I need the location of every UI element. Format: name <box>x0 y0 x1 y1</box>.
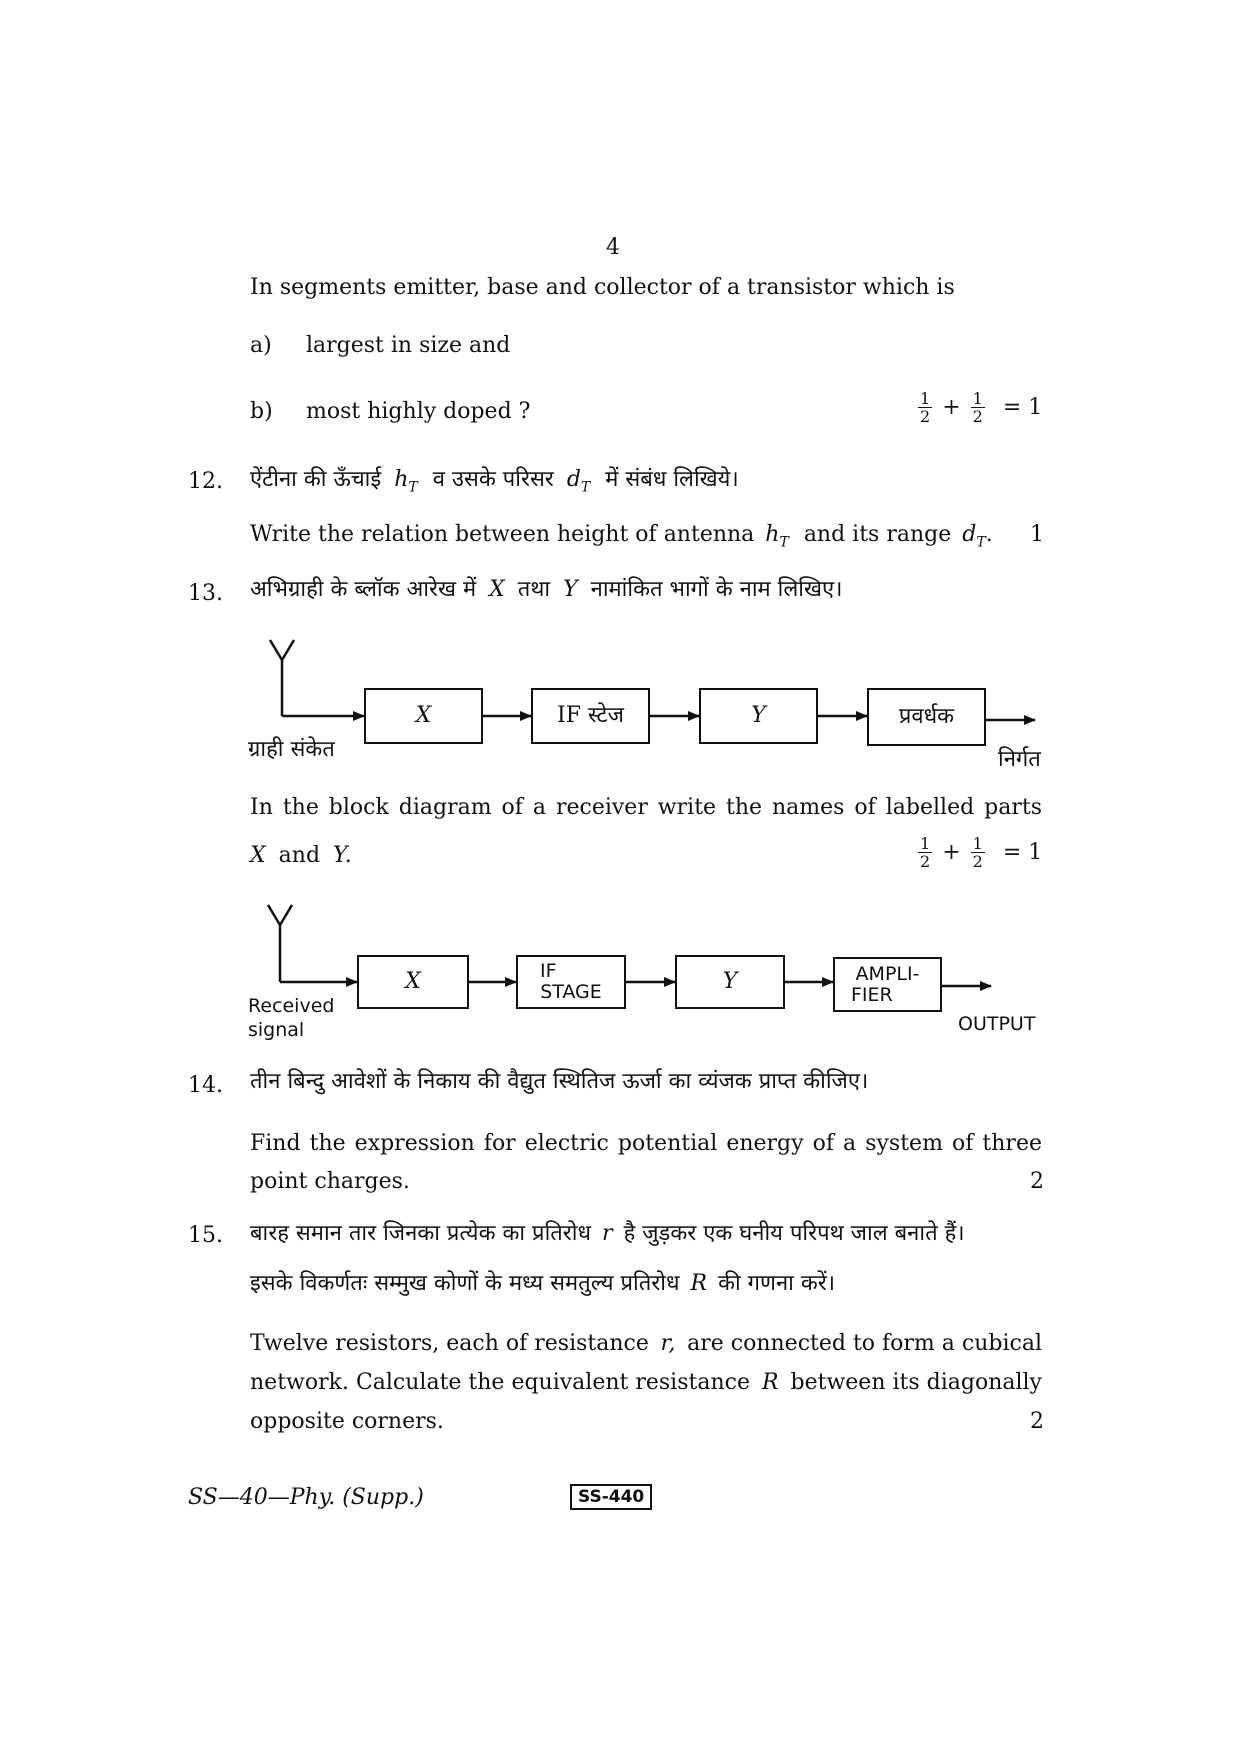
q12-marks: 1 <box>1030 522 1044 547</box>
q14-english-line1: Find the expression for electric potential energy of a system of three <box>250 1131 1042 1156</box>
q13-hindi: अभिग्राही के ब्लॉक आरेख में X तथा Y नामांकित भागों के नाम लिखिए। <box>250 577 843 602</box>
q13-number: 13. <box>188 581 223 606</box>
input-label-english: Received signal <box>248 995 335 1041</box>
block-y-hindi: Y <box>699 688 818 744</box>
block-y-english: Y <box>675 955 785 1009</box>
antenna-icon <box>270 640 294 716</box>
block-if-stage-hindi: IF स्टेज <box>531 688 650 744</box>
q12-english: Write the relation between height of antenna $h_T$ and its range $d_T$. <box>250 522 993 551</box>
input-label-hindi: ग्राही संकेत <box>248 737 335 762</box>
q15-number: 15. <box>188 1223 223 1248</box>
q14-marks: 2 <box>1030 1169 1044 1194</box>
q12-number: 12. <box>188 469 223 494</box>
q12-hindi: ऐंटीना की ऊँचाई $h_T$ व उसके परिसर $d_T$ में संबंध लिखिये। <box>250 467 739 496</box>
block-amplifier-english: AMPLI- FIER <box>833 957 942 1012</box>
q15-english-line3: opposite corners. <box>250 1409 444 1434</box>
block-if-stage-english: IF STAGE <box>516 955 626 1009</box>
q11-b-label: b) <box>250 399 273 424</box>
fraction-half: $\frac{1}{2}$ <box>920 389 931 426</box>
q11-marks: $\frac{1}{2}$ + $\frac{1}{2}$ = 1 <box>920 389 1043 426</box>
fraction-half: $\frac{1}{2}$ <box>920 834 931 871</box>
fraction-half: $\frac{1}{2}$ <box>972 389 983 426</box>
output-label-hindi: निर्गत <box>998 747 1041 772</box>
q13-english-line2: X and Y. <box>250 843 352 868</box>
q11-intro: In segments emitter, base and collector of a transistor which is <box>250 275 955 300</box>
q11-b-text: most highly doped ? <box>306 399 531 424</box>
output-label-english: OUTPUT <box>958 1013 1036 1035</box>
q15-hindi-line1: बारह समान तार जिनका प्रत्येक का प्रतिरोध r है जुड़कर एक घनीय परिपथ जाल बनाते हैं। <box>250 1221 965 1246</box>
q15-hindi-line2: इसके विकर्णतः सम्मुख कोणों के मध्य समतुल्य प्रतिरोध R की गणना करें। <box>250 1271 836 1296</box>
q13-marks: $\frac{1}{2}$ + $\frac{1}{2}$ = 1 <box>920 834 1043 871</box>
block-amplifier-hindi: प्रवर्धक <box>867 688 986 746</box>
q15-marks: 2 <box>1030 1409 1044 1434</box>
q14-number: 14. <box>188 1073 223 1098</box>
block-x-english: X <box>357 955 469 1009</box>
q14-english-line2: point charges. <box>250 1169 410 1194</box>
block-x-hindi: X <box>364 688 483 744</box>
q11-a-label: a) <box>250 333 272 358</box>
q15-english-line1: Twelve resistors, each of resistance r, are connected to form a cubical <box>250 1331 1042 1356</box>
q14-hindi: तीन बिन्दु आवेशों के निकाय की वैद्युत स्थितिज ऊर्जा का व्यंजक प्राप्त कीजिए। <box>250 1069 869 1094</box>
footer-paper-code: SS—40—Phy. (Supp.) <box>188 1485 424 1510</box>
q15-english-line2: network. Calculate the equivalent resistance R between its diagonally <box>250 1370 1042 1395</box>
fraction-half: $\frac{1}{2}$ <box>972 834 983 871</box>
footer-ss-code-badge: SS-440 <box>570 1484 652 1510</box>
page-number: 4 <box>606 235 620 260</box>
antenna-icon <box>268 905 292 982</box>
q13-english-line1: In the block diagram of a receiver write the names of labelled parts <box>250 795 1042 820</box>
q11-a-text: largest in size and <box>306 333 511 358</box>
